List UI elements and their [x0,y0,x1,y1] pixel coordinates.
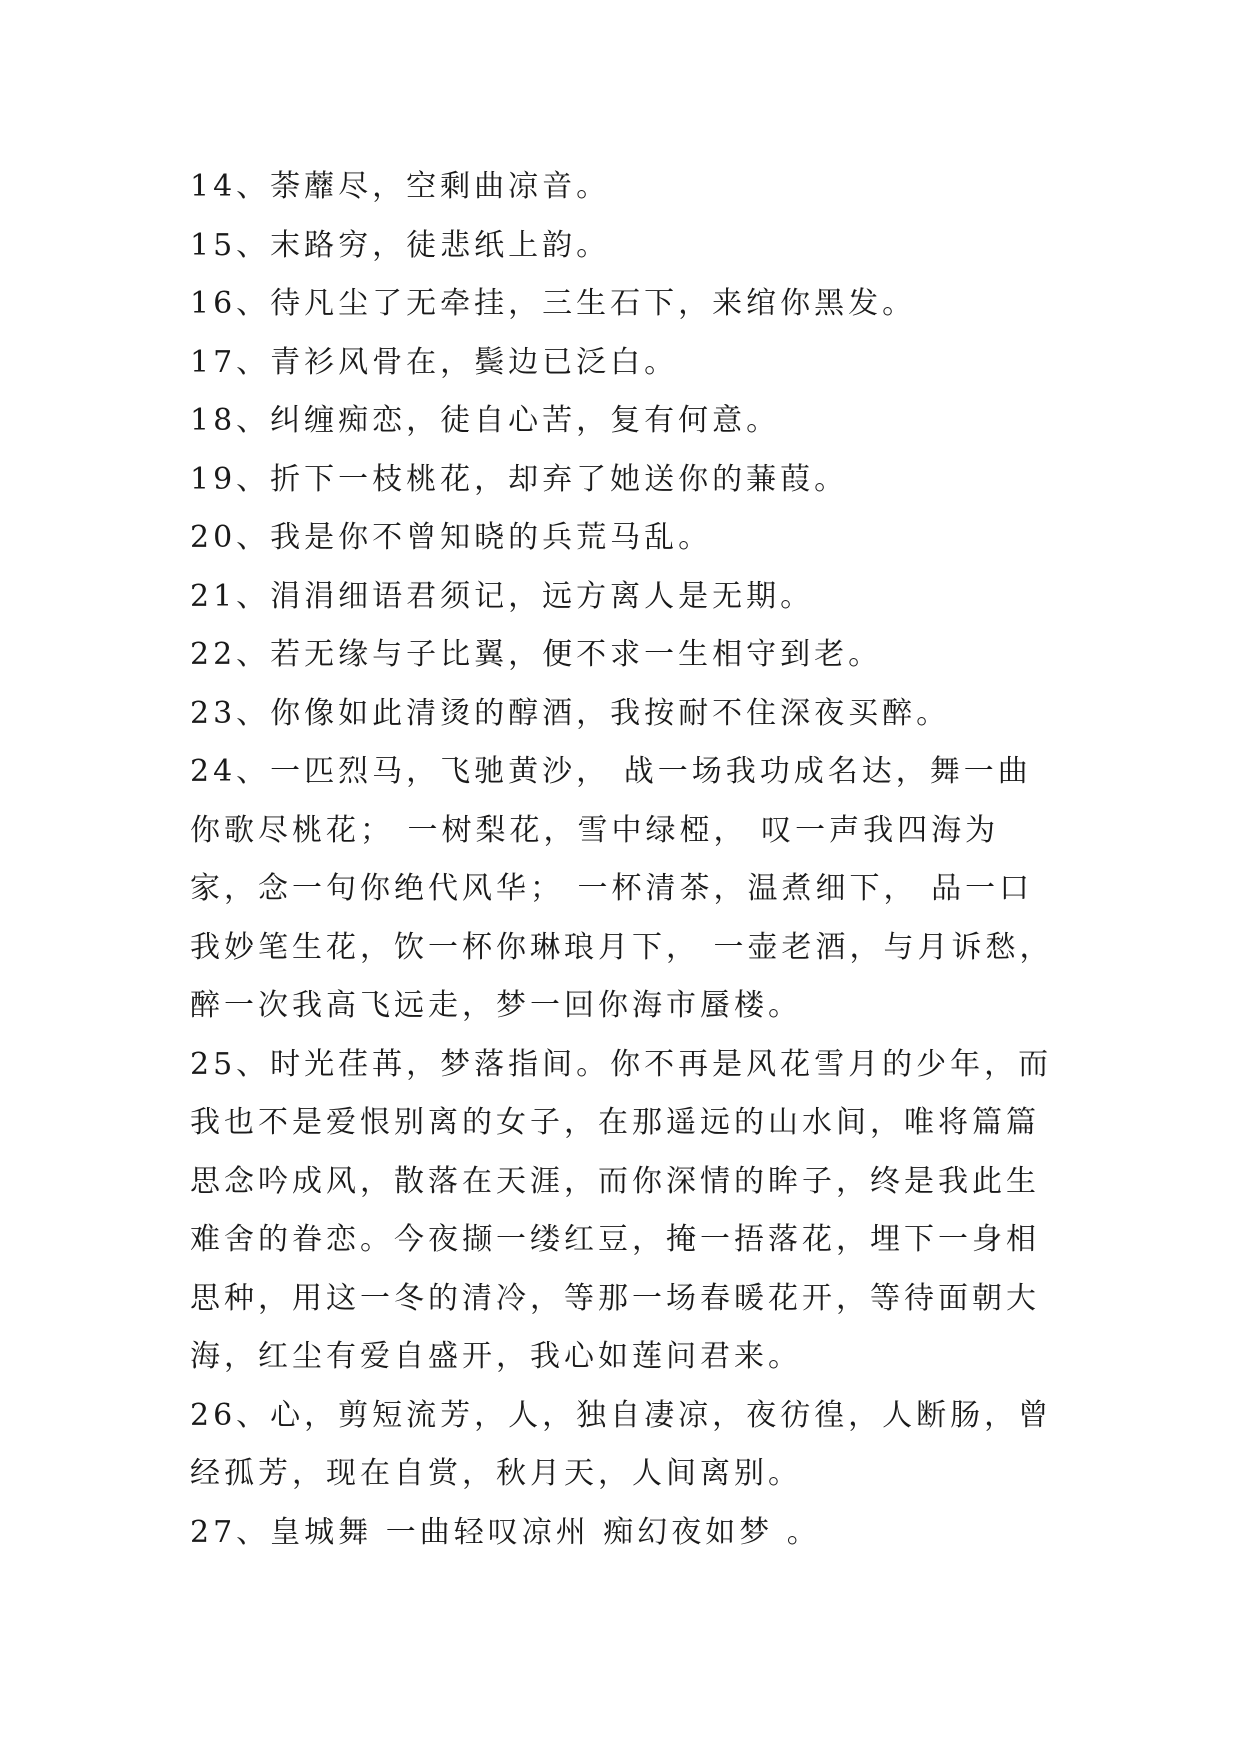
list-item: 22、若无缘与子比翼，便不求一生相守到老。 [190,637,883,672]
list-item: 27、皇城舞 一曲轻叹凉州 痴幻夜如梦 。 [190,1514,821,1550]
document-body [190,158,1060,1562]
list-item: 14、荼蘼尽，空剩曲凉音。 [190,169,611,204]
list-item: 20、我是你不曾知晓的兵荒马乱。 [190,520,713,555]
list-item: 16、待凡尘了无牵挂，三生石下，来绾你黑发。 [190,286,917,321]
list-item: 15、末路穷，徒悲纸上韵。 [190,227,611,263]
list-item: 19、折下一枝桃花，却弃了她送你的蒹葭。 [190,461,849,497]
list-item: 18、纠缠痴恋，徒自心苦，复有何意。 [190,403,781,438]
list-item: 23、你像如此清烫的醇酒，我按耐不住深夜买醉。 [190,695,951,731]
list-item: 24、一匹烈马，飞驰黄沙， 战一场我功成名达，舞一曲你歌尽桃花； 一树梨花，雪中绿椏， 叹一声我四海为家，念一句你绝代风华； 一杯清茶，温煮细下， 品一口我妙笔生花，饮一杯你琳琅月下， 一壶老酒，与月诉愁， 醉一次我高飞远走，梦一回你海市蜃楼。 [190,754,1054,1023]
list-item: 17、青衫风骨在，鬓边已泛白。 [190,344,679,380]
list-item: 25、时光荏苒，梦落指间。你不再是风花雪月的少年，而我也不是爱恨别离的女子，在那遥远的山水间，唯将篇篇思念吟成风，散落在天涯，而你深情的眸子，终是我此生难舍的眷恋。今夜撷一缕红豆，掩一捂落花，埋下一身相思种，用这一冬的清冷，等那一场春暖花开，等待面朝大海，红尘有爱自盛开，我心如莲问君来。 [190,1046,1053,1374]
list-item: 21、涓涓细语君须记，远方离人是无期。 [190,578,815,614]
list-item: 26、心，剪短流芳，人，独自凄凉，夜彷徨，人断肠，曾经孤芳，现在自赏，秋月天，人间离别。 [190,1397,1053,1491]
